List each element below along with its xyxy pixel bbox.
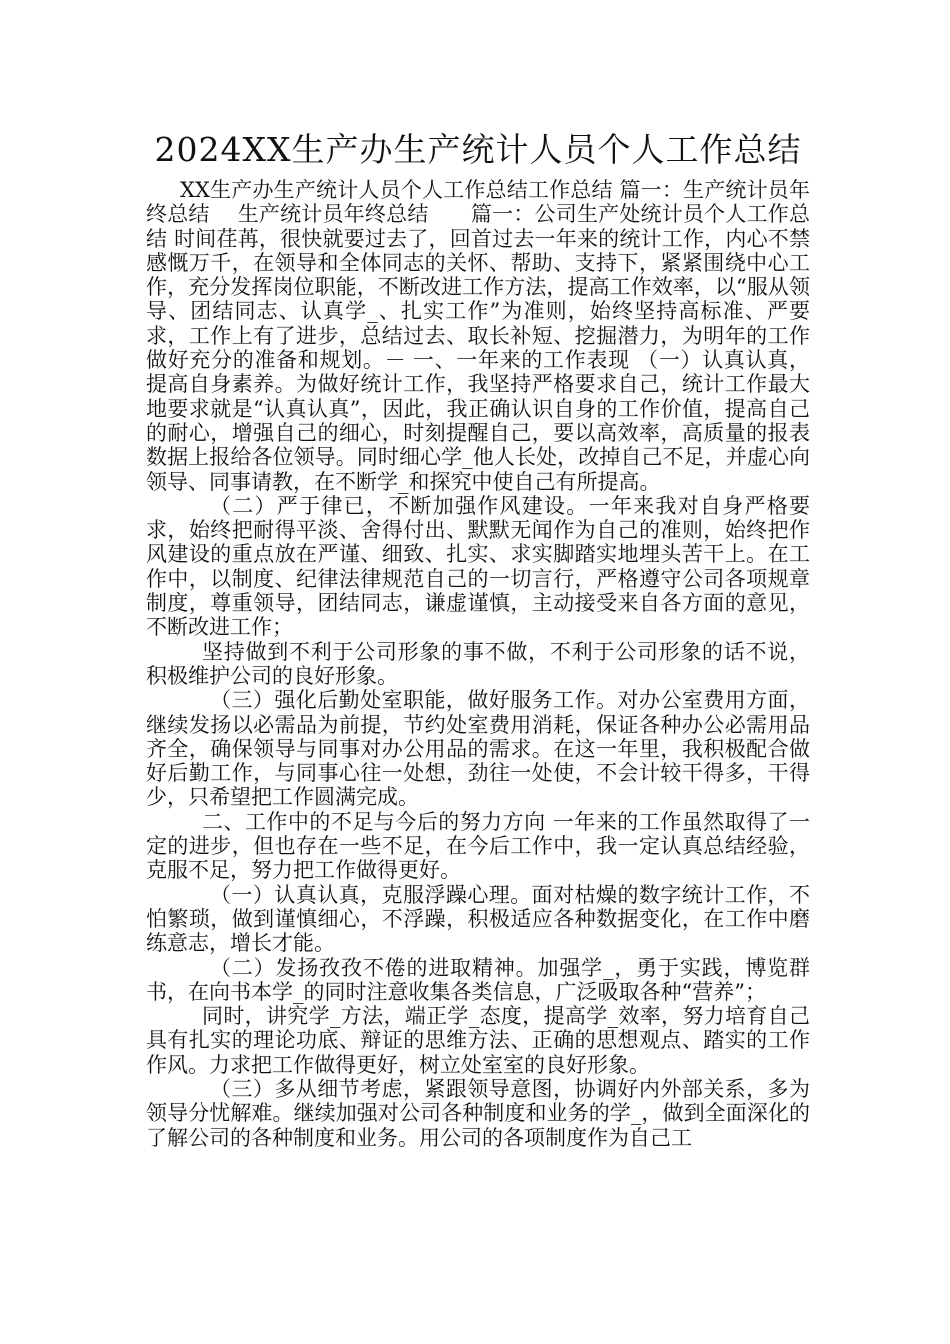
paragraph-study-methods: 同时，讲究学_方法，端正学_态度，提高学_效率，努力培育自己具有扎实的理论功底、辩证的思维方法、正确的思想观点、踏实的工作作风。力求把工作做得更好，树立处室室的良好形象。	[146, 1004, 810, 1077]
paragraph-details: （三）多从细节考虑，紧跟领导意图，协调好内外部关系，多为领导分忧解难。继续加强对公司各种制度和业务的学_，做到全面深化的了解公司的各种制度和业务。用公司的各项制度作为自己工	[146, 1076, 810, 1150]
paragraph-shortcomings: 二、工作中的不足与今后的努力方向 一年来的工作虽然取得了一定的进步，但也存在一些不足，在今后工作中，我一定认真总结经验，克服不足，努力把工作做得更好。	[146, 809, 810, 883]
paragraph-overcome-impatience: （一）认真认真，克服浮躁心理。面对枯燥的数字统计工作，不怕繁琐，做到谨慎细心，不浮躁，积极适应各种数据变化，在工作中磨练意志，增长才能。	[146, 882, 810, 956]
paragraph-logistics: （三）强化后勤处室职能，做好服务工作。对办公室费用方面，继续发扬以必需品为前提，节约处室费用消耗，保证各种办公必需用品齐全，确保领导与同事对办公用品的需求。在这一年里，我积极配合做好后勤工作，与同事心往一处想，劲往一处使，不会计较干得多，干得少，只希望把工作圆满完成。	[146, 688, 810, 810]
paragraph-progressive-spirit: （二）发扬孜孜不倦的进取精神。加强学_，勇于实践，博览群书，在向书本学_的同时注意收集各类信息，广泛吸取各种“营养”；	[146, 955, 810, 1004]
paragraph-company-image: 坚持做到不利于公司形象的事不做，不利于公司形象的话不说，积极维护公司的良好形象。	[146, 639, 810, 688]
document-page	[146, 128, 810, 1150]
document-title: 2024XX生产办生产统计人员个人工作总结	[154, 130, 802, 169]
paragraph-intro: XX生产办生产统计人员个人工作总结工作总结 篇一：生产统计员年终总结 生产统计员年终总结 篇一：公司生产处统计员个人工作总结 时间荏苒，很快就要过去了，回首过去一年来的统计工作，内心不禁感慨万千，在领导和全体同志的关怀、帮助、支持下，紧紧围绕中心工作，充分发挥岗位职能，不断改进工作方法，提高工作效率，以“服从领导、团结同志、认真学_、扎实工作”为准则，始终坚持高标准、严要求，工作上有了进步，总结过去、取长补短、挖掘潜力，为明年的工作做好充分的准备和规划。－ 一、一年来的工作表现 （一）认真认真，提高自身素养。为做好统计工作，我坚持严格要求自己，统计工作最大地要求就是“认真认真”，因此，我正确认识自身的工作价值，提高自己的耐心，增强自己的细心，时刻提醒自己，要以高效率，高质量的报表数据上报给各位领导。同时细心学_他人长处，改掉自己不足，并虚心向领导、同事请教，在不断学_和探究中使自己有所提高。	[146, 178, 810, 494]
paragraph-self-discipline: （二）严于律已，不断加强作风建设。一年来我对自身严格要求，始终把耐得平淡、舍得付出、默默无闻作为自己的准则，始终把作风建设的重点放在严谨、细致、扎实、求实脚踏实地埋头苦干上。在工作中，以制度、纪律法律规范自己的一切言行，严格遵守公司各项规章制度，尊重领导，团结同志，谦虚谨慎，主动接受来自各方面的意见，不断改进工作；	[146, 493, 810, 640]
